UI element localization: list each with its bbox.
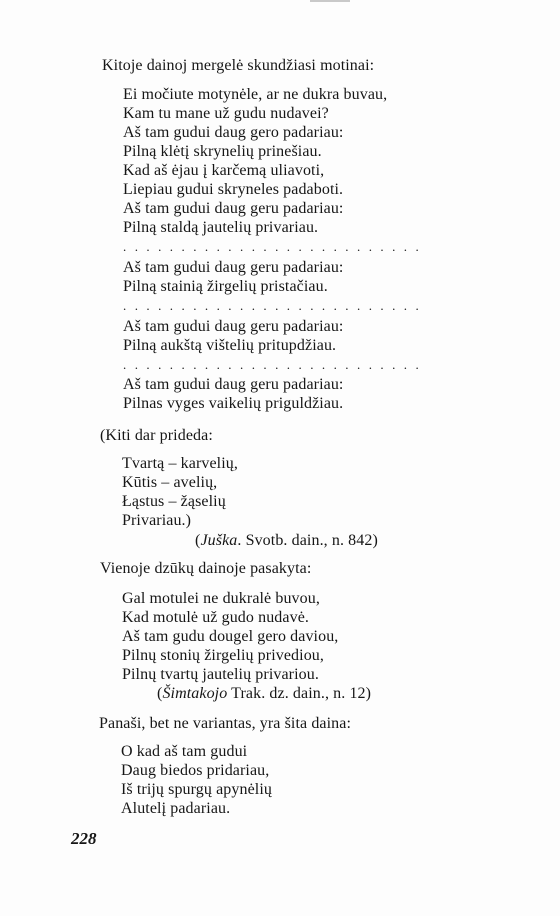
note-line: Łąstus – žąselių <box>122 493 226 510</box>
verse-line: Aš tam gudu dougel gero daviou, <box>122 628 339 645</box>
verse-line: Kam tu mane už gudu nudavei? <box>123 105 329 122</box>
page-number: 228 <box>71 829 97 848</box>
source-citation-1: (Juška. Svotb. dain., n. 842) <box>195 532 378 549</box>
source-author: Šimtakojo <box>162 685 228 702</box>
source-details: . Svotb. dain., n. 842) <box>237 532 378 549</box>
verse-line: Pilną stainią žirgelių pristačiau. <box>123 278 328 295</box>
verse-line: Pilną staldą jautelių privariau. <box>123 219 319 236</box>
verse-line: Alutelį padariau. <box>121 800 231 817</box>
verse-line: Pilną klėtį skrynelių prinešiau. <box>123 143 322 160</box>
note-line: Privariau.) <box>122 512 192 529</box>
verse-line: Pilną aukštą vištelių pritupdžiau. <box>123 337 337 354</box>
verse-line: Aš tam gudui daug geru padariau: <box>123 318 344 335</box>
verse-line: Pilnų stonių žirgelių privediou, <box>122 647 325 664</box>
verse-line: Pilnų tvartų jautelių privariou. <box>122 666 319 683</box>
verse-line: Aš tam gudui daug gero padariau: <box>123 124 344 141</box>
verse-line: O kad aš tam gudui <box>121 743 248 760</box>
source-citation-2: (Šimtakojo Trak. dz. dain., n. 12) <box>157 685 372 702</box>
verse-line: Ei močiute motynėle, ar ne dukra buvau, <box>123 86 388 103</box>
ellipsis-separator: . . . . . . . . . . . . . . . . . . . . . . . . . . <box>123 239 422 254</box>
source-details: Trak. dz. dain., n. 12) <box>227 685 372 702</box>
verse-line: Daug biedos pridariau, <box>121 762 270 779</box>
verse-line: Aš tam gudui daug geru padariau: <box>123 259 344 276</box>
verse-line: Kad motulė už gudo nudavė. <box>122 609 309 626</box>
verse-line: Aš tam gudui daug geru padariau: <box>123 200 344 217</box>
intro-paragraph-3: Panaši, bet ne variantas, yra šita daina: <box>99 715 352 732</box>
verse-line: Aš tam gudui daug geru padariau: <box>123 376 344 393</box>
note-intro: (Kiti dar prideda: <box>100 427 213 444</box>
verse-line: Iš trijų spurgų apynėlių <box>121 781 272 798</box>
verse-line: Pilnas vyges vaikelių priguldžiau. <box>123 395 344 412</box>
verse-line: Liepiau gudui skryneles padaboti. <box>123 181 344 198</box>
scan-mark <box>310 0 350 2</box>
intro-paragraph-2: Vienoje dzūkų dainoje pasakyta: <box>100 560 312 577</box>
ellipsis-separator: . . . . . . . . . . . . . . . . . . . . . . . . . . <box>123 357 422 372</box>
note-line: Kūtis – avelių, <box>122 474 218 491</box>
ellipsis-separator: . . . . . . . . . . . . . . . . . . . . . . . . . . <box>123 298 422 313</box>
verse-line: Kad aš ėjau į karčemą uliavoti, <box>123 162 325 179</box>
verse-line: Gal motulei ne dukralė buvou, <box>122 590 320 607</box>
source-author: Juška <box>200 532 238 549</box>
note-line: Tvartą – karvelių, <box>122 455 238 472</box>
intro-paragraph-1: Kitoje dainoj mergelė skundžiasi motinai: <box>102 57 375 74</box>
